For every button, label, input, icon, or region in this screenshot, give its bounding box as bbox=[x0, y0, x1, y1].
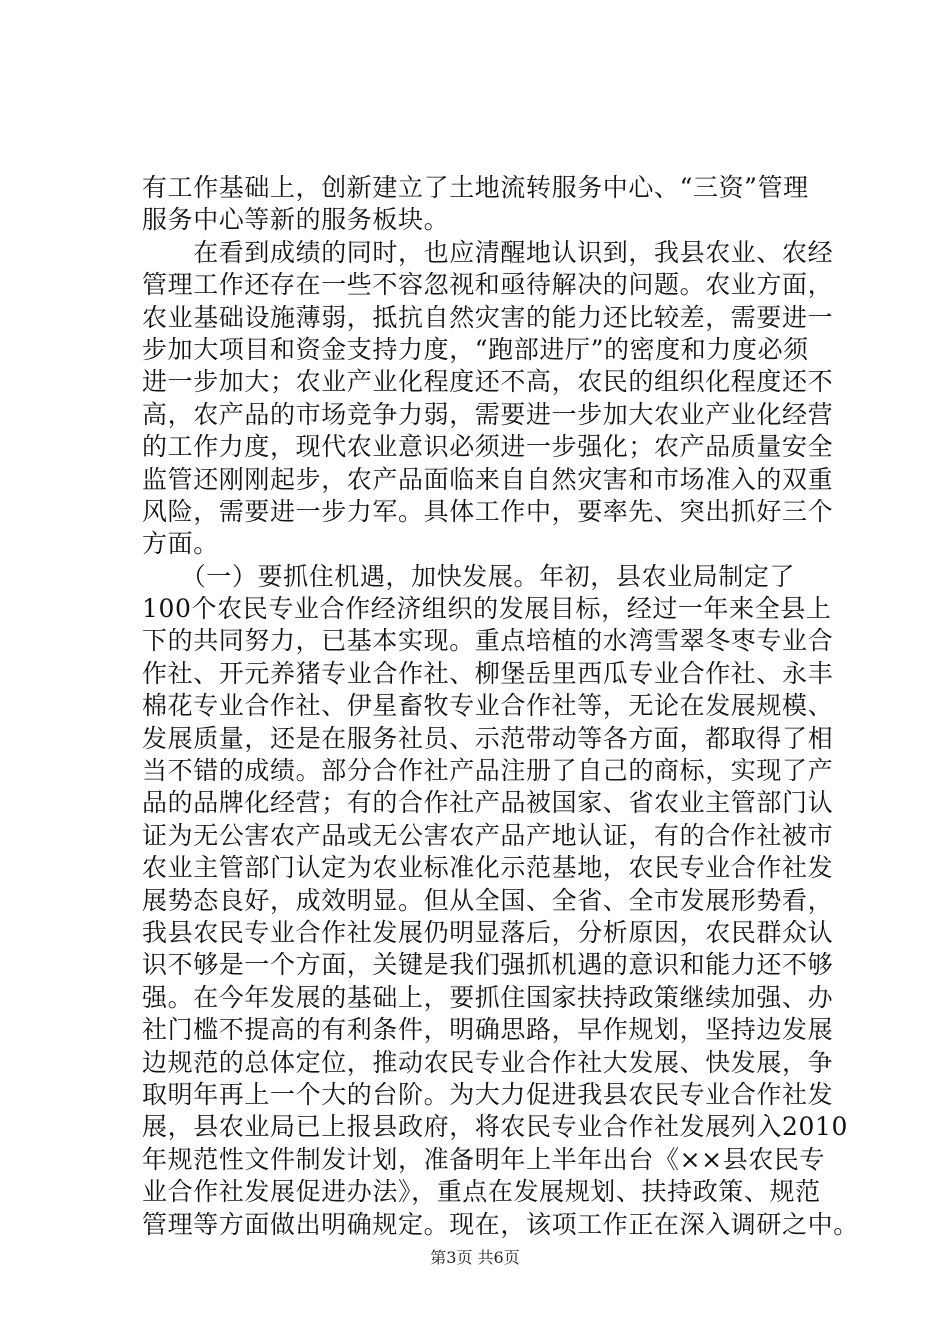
text-line: 风险，需要进一步力军。具体工作中，要率先、突出抓好三个 bbox=[142, 496, 834, 526]
text-line: 取明年再上一个大的台阶。为大力促进我县农民专业合作社发 bbox=[142, 1079, 834, 1109]
text-line: 社门槛不提高的有利条件，明确思路，早作规划，坚持边发展 bbox=[142, 1015, 834, 1045]
text-line: 服务中心等新的服务板块。 bbox=[142, 205, 450, 235]
text-line: 100个农民专业合作经济组织的发展目标，经过一年来全县上 bbox=[142, 594, 832, 624]
text-line: 边规范的总体定位，推动农民专业合作社大发展、快发展，争 bbox=[142, 1047, 834, 1077]
text-line: 我县农民专业合作社发展仍明显落后，分析原因，农民群众认 bbox=[142, 917, 834, 947]
text-line: 管理等方面做出明确规定。现在，该项工作正在深入调研之中。 bbox=[142, 1209, 859, 1239]
text-line: 证为无公害农产品或无公害农产品产地认证，有的合作社被市 bbox=[142, 820, 834, 850]
text-line: 农业基础设施薄弱，抵抗自然灾害的能力还比较差，需要进一 bbox=[142, 302, 834, 332]
text-line: 当不错的成绩。部分合作社产品注册了自己的商标，实现了产 bbox=[142, 756, 834, 786]
text-line: 有工作基础上，创新建立了土地流转服务中心、“三资”管理 bbox=[142, 173, 809, 202]
body-text bbox=[142, 172, 859, 1241]
text-line: 高，农产品的市场竞争力弱，需要进一步加大农业产业化经营 bbox=[142, 399, 834, 429]
text-line: 作社、开元养猪专业合作社、柳堡岳里西瓜专业合作社、永丰 bbox=[142, 658, 834, 688]
text-line: 进一步加大；农业产业化程度还不高，农民的组织化程度还不 bbox=[142, 367, 834, 397]
text-line: 监管还刚刚起步，农产品面临来自自然灾害和市场准入的双重 bbox=[142, 464, 834, 494]
text-line: 强。在今年发展的基础上，要抓住国家扶持政策继续加强、办 bbox=[142, 982, 834, 1012]
text-line: 下的共同努力，已基本实现。重点培植的水湾雪翠冬枣专业合 bbox=[142, 626, 834, 656]
text-line: 业合作社发展促进办法》，重点在发展规划、扶持政策、规范 bbox=[142, 1177, 821, 1207]
text-line: 展势态良好，成效明显。但从全国、全省、全市发展形势看， bbox=[142, 885, 834, 915]
text-line: 识不够是一个方面，关键是我们强抓机遇的意识和能力还不够 bbox=[142, 950, 834, 980]
text-line: 棉花专业合作社、伊星畜牧专业合作社等，无论在发展规模、 bbox=[142, 691, 834, 721]
text-line: 发展质量，还是在服务社员、示范带动等各方面，都取得了相 bbox=[142, 723, 834, 753]
text-line: 管理工作还存在一些不容忽视和亟待解决的问题。农业方面， bbox=[142, 270, 834, 300]
page-footer: 第3页 共6页 bbox=[430, 1248, 520, 1267]
text-line: 的工作力度，现代农业意识必须进一步强化；农产品质量安全 bbox=[142, 432, 834, 462]
text-line: （一）要抓住机遇，加快发展。年初，县农业局制定了 bbox=[142, 561, 796, 591]
text-line: 农业主管部门认定为农业标准化示范基地，农民专业合作社发 bbox=[142, 853, 834, 883]
text-line: 品的品牌化经营；有的合作社产品被国家、省农业主管部门认 bbox=[142, 788, 834, 818]
text-line: 展，县农业局已上报县政府，将农民专业合作社发展列入2010 bbox=[142, 1112, 849, 1142]
text-line: 在看到成绩的同时，也应清醒地认识到，我县农业、农经 bbox=[142, 237, 834, 267]
text-line: 步加大项目和资金支持力度，“跑部进厅”的密度和力度必须 bbox=[142, 334, 809, 364]
text-line: 方面。 bbox=[142, 529, 219, 559]
text-line: 年规范性文件制发计划，准备明年上半年出台《××县农民专 bbox=[142, 1144, 826, 1174]
